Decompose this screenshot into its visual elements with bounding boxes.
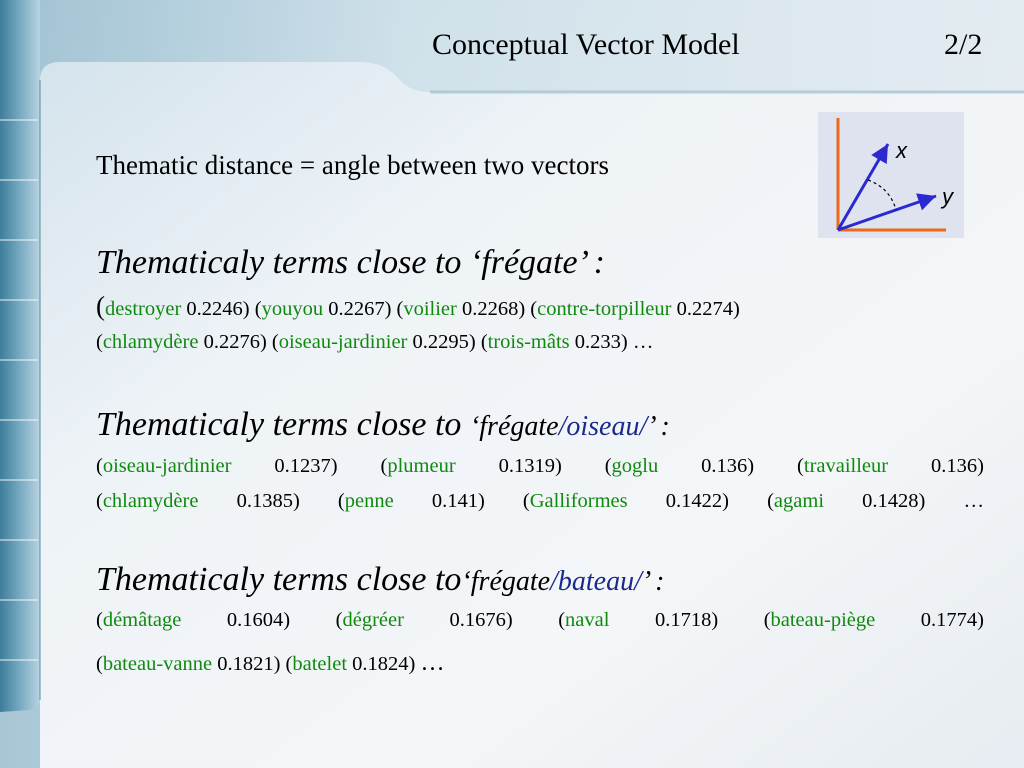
- result-item: 0.136): [931, 455, 984, 477]
- result-score: 0.136: [931, 455, 978, 477]
- result-score: 0.1385: [236, 490, 293, 512]
- query-open: ‘frégate: [469, 411, 559, 442]
- result-term: démâtage: [102, 609, 182, 631]
- result-item: 0.1428): [862, 490, 926, 512]
- result-item: 0.1422): [665, 490, 729, 512]
- query-highlight: /oiseau/: [558, 411, 648, 442]
- result-term: contre-torpilleur: [537, 298, 672, 320]
- result-item: (agami: [767, 490, 825, 512]
- result-item: 0.141): [431, 490, 485, 512]
- result-item: (démâtage: [96, 609, 182, 631]
- heading-prefix: Thematicaly terms close to: [96, 561, 462, 598]
- result-score: 0.2295: [412, 331, 469, 353]
- result-score: 0.1422: [665, 490, 723, 512]
- result-term: naval: [565, 609, 610, 631]
- result-item: 0.1718): [654, 609, 719, 631]
- result-term: Galliformes: [529, 490, 628, 512]
- result-score: 0.2246: [186, 298, 243, 320]
- slide-page-number: 2/2: [944, 28, 983, 61]
- angle-arc: [868, 180, 896, 210]
- diagram-y-label: y: [942, 184, 953, 209]
- result-score: 0.1718: [654, 609, 712, 631]
- result-score: 0.1821: [217, 653, 274, 675]
- result-row: (bateau-vanne 0.1821) (batelet 0.1824) …: [96, 650, 445, 676]
- result-item: (chlamydère: [96, 490, 199, 512]
- section-heading: [96, 406, 670, 444]
- result-row: [96, 609, 984, 632]
- result-item: 0.136): [701, 455, 755, 477]
- result-row: [96, 490, 984, 513]
- result-item: (dégréer: [335, 609, 404, 631]
- diagram-x-label: x: [896, 138, 907, 163]
- result-score: 0.2267: [328, 298, 385, 320]
- result-term: trois-mâts: [487, 331, 570, 353]
- result-item: (Galliformes: [522, 490, 628, 512]
- result-term: oiseau-jardinier: [278, 331, 408, 353]
- result-item: (plumeur: [380, 455, 456, 477]
- query-close: ’ :: [641, 566, 665, 597]
- result-item: 0.1385): [236, 490, 300, 512]
- result-term: destroyer: [105, 298, 182, 320]
- result-item: (bateau-piège: [763, 609, 876, 631]
- result-item: (naval: [558, 609, 610, 631]
- ellipsis: …: [963, 490, 984, 512]
- result-score: 0.2268: [461, 298, 519, 320]
- result-term: voilier: [403, 298, 457, 320]
- result-score: 0.1237: [274, 455, 331, 477]
- query-highlight: /bateau/: [550, 566, 642, 597]
- result-term: chlamydère: [102, 490, 199, 512]
- result-score: 0.1824: [352, 653, 409, 675]
- result-score: 0.1604: [226, 609, 284, 631]
- result-score: 0.141: [431, 490, 478, 512]
- ellipsis: …: [420, 650, 445, 676]
- vector-y: [838, 196, 936, 230]
- vector-angle-diagram: [818, 112, 964, 238]
- heading-prefix: Thematicaly terms close to: [96, 406, 462, 443]
- heading-prefix: Thematicaly terms close to: [96, 244, 462, 281]
- result-term: travailleur: [803, 455, 889, 477]
- result-score: 0.2276: [203, 331, 260, 353]
- result-item: 0.1237): [274, 455, 338, 477]
- slide-title: Conceptual Vector Model: [432, 28, 740, 61]
- result-item: (penne: [337, 490, 394, 512]
- result-term: chlamydère: [102, 331, 199, 353]
- section-heading: [96, 561, 664, 599]
- result-item: 0.1319): [498, 455, 562, 477]
- query-open: ‘frégate: [469, 244, 578, 281]
- result-score: 0.233: [574, 331, 621, 353]
- result-row: [96, 455, 984, 478]
- result-term: oiseau-jardinier: [102, 455, 232, 477]
- query-close: ’ :: [647, 411, 670, 442]
- result-item: (oiseau-jardinier: [96, 455, 232, 477]
- slide-subtitle: Thematic distance = angle between two vectors: [96, 150, 610, 180]
- result-item: (goglu: [604, 455, 659, 477]
- result-term: batelet: [292, 653, 348, 675]
- result-term: youyou: [261, 298, 324, 320]
- result-term: bateau-vanne: [102, 653, 213, 675]
- result-score: 0.136: [701, 455, 748, 477]
- result-item: 0.1774): [920, 609, 984, 631]
- result-item: (travailleur: [797, 455, 889, 477]
- result-score: 0.1774: [920, 609, 978, 631]
- result-item: 0.1604): [226, 609, 291, 631]
- result-term: bateau-piège: [770, 609, 876, 631]
- result-item: 0.1676): [449, 609, 513, 631]
- section-heading: [96, 244, 605, 282]
- result-score: 0.1319: [498, 455, 555, 477]
- result-row: (destroyer 0.2246) (youyou 0.2267) (voilier 0.2268) (contre-torpilleur 0.2274): [96, 291, 740, 321]
- result-term: dégréer: [342, 609, 404, 631]
- result-score: 0.1676: [449, 609, 506, 631]
- result-term: plumeur: [387, 455, 456, 477]
- result-score: 0.1428: [862, 490, 919, 512]
- result-score: 0.2274: [676, 298, 733, 320]
- ellipsis: …: [632, 331, 654, 353]
- result-row: (chlamydère 0.2276) (oiseau-jardinier 0.2295) (trois-mâts 0.233) …: [96, 331, 654, 353]
- open-paren: (: [96, 291, 105, 321]
- result-term: agami: [773, 490, 825, 512]
- query-close: ’ :: [577, 244, 605, 281]
- result-term: goglu: [611, 455, 659, 477]
- result-term: penne: [344, 490, 394, 512]
- query-open: ‘frégate: [461, 566, 551, 597]
